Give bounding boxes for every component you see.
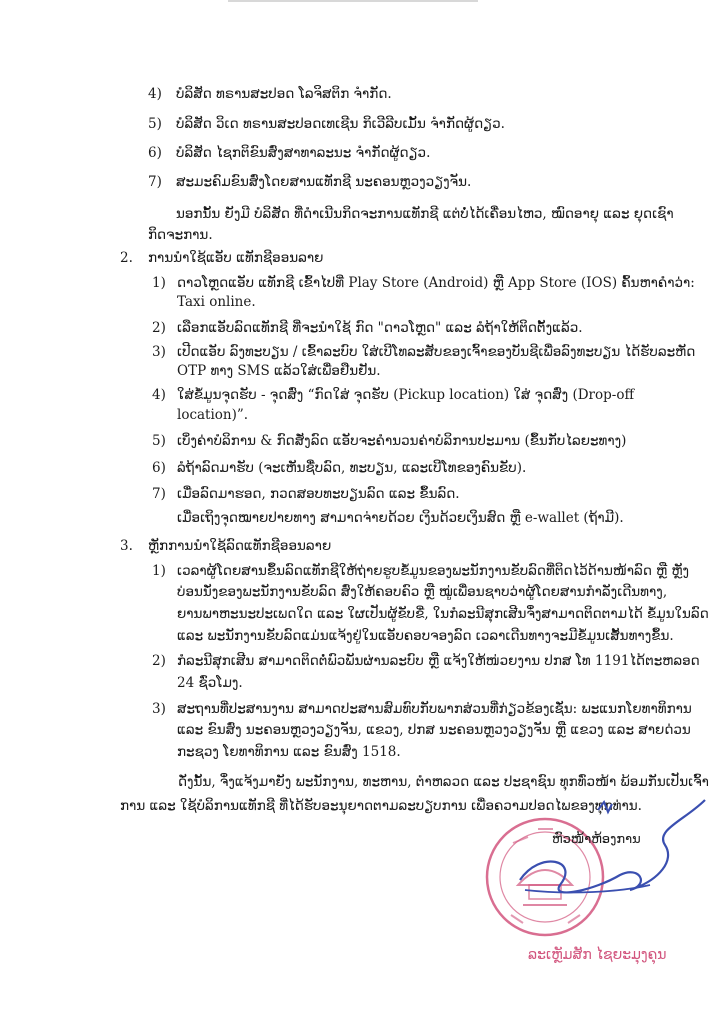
closing-line: ດັ່ງນັ້ນ, ຈຶ່ງແຈ້ງມາຍັງ ພະນັກງານ, ທະຫານ, ຕຳຫລວດ ແລະ ປະຊາຊົນ ທຸກທົ່ວໜ້າ ພ້ອມກັນເປັນເຈົ້າ (178, 774, 709, 790)
note-line: ເມື່ອເຖິງຈຸດໝາຍປາຍທາງ ສາມາດຈ່າຍດ້ວຍ ເງິນດ້ວຍເງິນສົດ ຫຼື e-wallet (ຖ້າມີ). (177, 510, 624, 526)
list-item-line: Taxi online. (177, 294, 256, 310)
list-item-line: ແລະ ຂົນສົ່ງ ນະຄອນຫຼວງວຽງຈັນ, ແຂວງ, ປກສ ນະຄອນຫຼວງວຽງຈັນ ຫຼື ແຂວງ ແລະ ສາຍດ່ວນ (177, 722, 691, 738)
list-item-line: ສະຖານທີ່ປະສານງານ ສາມາດປະສານສົມທົບກັບພາກສ່ວນທີ່ກ່ຽວຂ້ອງເຊັ່ນ: ພະແນກໂຍທາທິການ (177, 701, 692, 717)
list-item-line: ເລືອກແອັບລົດແທັກຊີ ທີ່ຈະນຳໃຊ້ ກົດ "ດາວໂຫຼດ" ແລະ ລໍຖ້າໃຫ້ຕິດຕັ້ງແລ້ວ. (177, 320, 583, 336)
signer-title: ຫົວໜ້າຫ້ອງການ (552, 832, 641, 847)
section-number: 3. (120, 538, 133, 554)
list-item-line: ເປີດແອັບ ລົງທະບຽນ / ເຂົ້າລະບົບ ໃສ່ເບີໂທລະສັບຂອງເຈົ້າຂອງບັນຊີເພື່ອລົງທະບຽນ ໄດ້ຮັບລະຫັດ (177, 344, 696, 360)
list-item-line: ແລະ ພະນັກງານຂັບລົດແມ່ນແຈ້ງຢູ່ໃນແອັບຄອບຈອງລົດ ເວລາເດີນທາງຈະມີຂໍ້ມູນເສັ້ນທາງຂຶ້ນ. (177, 628, 674, 644)
list-number: 1) (152, 275, 166, 291)
scan-edge-mark (228, 0, 478, 2)
list-item-line: ຍານພາຫະນະປະເພດໃດ ແລະ ໃຜເປັນຜູ້ຂັບຂີ່, ໃນກໍລະນີສຸກເສີນຈຶ່ງສາມາດຕິດຕາມໄດ້ ຂໍ້ມູນໃນລົດ (177, 606, 709, 622)
section-number: 2. (120, 250, 133, 266)
list-number: 3) (152, 701, 166, 717)
list-number: 6) (152, 460, 166, 476)
handwritten-signature (500, 790, 715, 915)
section-title: ຫຼັກການນຳໃຊ້ລົດແທັກຊີອອນລາຍ (148, 538, 332, 554)
list-number: 4) (152, 387, 166, 403)
list-item-line: ດາວໂຫຼດແອັບ ແທັກຊີ ເຂົ້າໄປທີ່ Play Store (Android) ຫຼື App Store (IOS) ຄົ້ນຫາຄຳວ່າ: (177, 275, 695, 291)
list-item: ບໍລິສັດ ທຣານສະປອດ ໂລຈິສຕິກ ຈຳກັດ. (176, 86, 392, 102)
paragraph-line: ກິດຈະການ. (148, 227, 213, 243)
list-item-line: ເບິ່ງຄ່າບໍລິການ & ກົດສັ່ງລົດ ແອັບຈະຄຳນວນຄ່າບໍລິການປະມານ (ຂຶ້ນກັບໄລຍະທາງ) (177, 433, 627, 449)
list-item-line: ກໍລະນີສຸກເສີນ ສາມາດຕິດຕໍ່ພົວພັນຜ່ານລະບົບ ຫຼື ແຈ້ງໃຫ້ໜ່ວຍງານ ປກສ ໂທ 1191ໄດ້ຕະຫລອດ (177, 653, 700, 669)
list-item-line: ເວລາຜູ້ໂດຍສານຂຶ້ນລົດແທັກຊີໃຫ້ຖ່າຍຮູບຂໍ້ມູນຂອງພະນັກງານຂັບລົດທີ່ຕິດໄວ້ດ້ານໜ້າລົດ ຫຼື ຫຼັງ (177, 563, 690, 579)
signer-name: ລະເຫຼັມສັກ ໄຊຍະມຸງຄຸນ (528, 947, 667, 963)
list-item-line: ບ່ອນນັ່ງຂອງພະນັກງານຂັບລົດ ສົ່ງໃຫ້ຄອບຄົວ ຫຼື ໝູ່ເພື່ອນຊາບວ່າຜູ້ໂດຍສານກຳລັງເດີນທາງ, (177, 584, 668, 600)
list-number: 7) (152, 486, 166, 502)
list-number: 1) (152, 563, 166, 579)
list-item-line: ລໍຖ້າລົດມາຮັບ (ຈະເຫັນຊື່ບລົດ, ທະບຽນ, ແລະເບີໂທຂອງຄົນຂັບ). (177, 460, 527, 476)
section-title: ການນຳໃຊ້ແອັບ ແທັກຊີອອນລາຍ (148, 250, 324, 266)
list-item: ບໍລິສັດ ໄຊກຕິຂົນສົ່ງສາທາລະນະ ຈຳກັດຜູ້ດຽວ. (176, 145, 431, 161)
list-item-line: location)”. (177, 407, 249, 423)
list-number: 6) (148, 145, 162, 161)
list-item-line: ເມື່ອລົດມາຮອດ, ກວດສອບທະບຽນລົດ ແລະ ຂຶ້ນລົດ. (177, 486, 460, 502)
list-item: ສະມະຄົມຂົນສົ່ງໂດຍສານແທັກຊີ ນະຄອນຫຼວງວຽງຈັນ. (176, 174, 472, 190)
list-number: 5) (148, 116, 162, 132)
paragraph-line: ນອກນັ້ນ ຍັງມີ ບໍລິສັດ ທີ່ດຳເນີນກິດຈະການແທັກຊີ ແຕ່ບໍ່ໄດ້ເຄື່ອນໄຫວ, ໝົດອາຍຸ ແລະ ຍຸດເຊົາ (176, 206, 674, 222)
list-number: 2) (152, 320, 166, 336)
list-number: 4) (148, 86, 162, 102)
closing-line: ການ ແລະ ໃຊ້ບໍລິການແທັກຊີ ທີ່ໄດ້ຮັບອະນຸຍາດຕາມລະບຽບການ ເພື່ອຄວາມປອດໄພຂອງທຸກທ່ານ. (120, 798, 642, 814)
list-number: 2) (152, 653, 166, 669)
list-number: 3) (152, 344, 166, 360)
list-item-line: 24 ຊົ່ວໂມງ. (177, 675, 243, 691)
list-item: ບໍລິສັດ ວິເດ ທຣານສະປອດເທເຊີນ ກິເວີລີບເມັ້ນ ຈຳກັດຜູ້ດຽວ. (176, 116, 505, 132)
list-number: 7) (148, 174, 162, 190)
list-item-line: ກະຊວງ ໂຍທາທິການ ແລະ ຂົນສົ່ງ 1518. (177, 744, 401, 760)
list-item-line: ໃສ່ຂໍ້ມູນຈຸດຮັບ - ຈຸດສົ່ງ “ກົດໃສ່ ຈຸດຮັບ (Pickup location) ໃສ່ ຈຸດສົ່ງ (Drop-off (177, 387, 635, 403)
list-item-line: OTP ທາງ SMS ແລ້ວໃສ່ເພື່ອຢືນຢັນ. (177, 363, 381, 379)
list-number: 5) (152, 433, 166, 449)
